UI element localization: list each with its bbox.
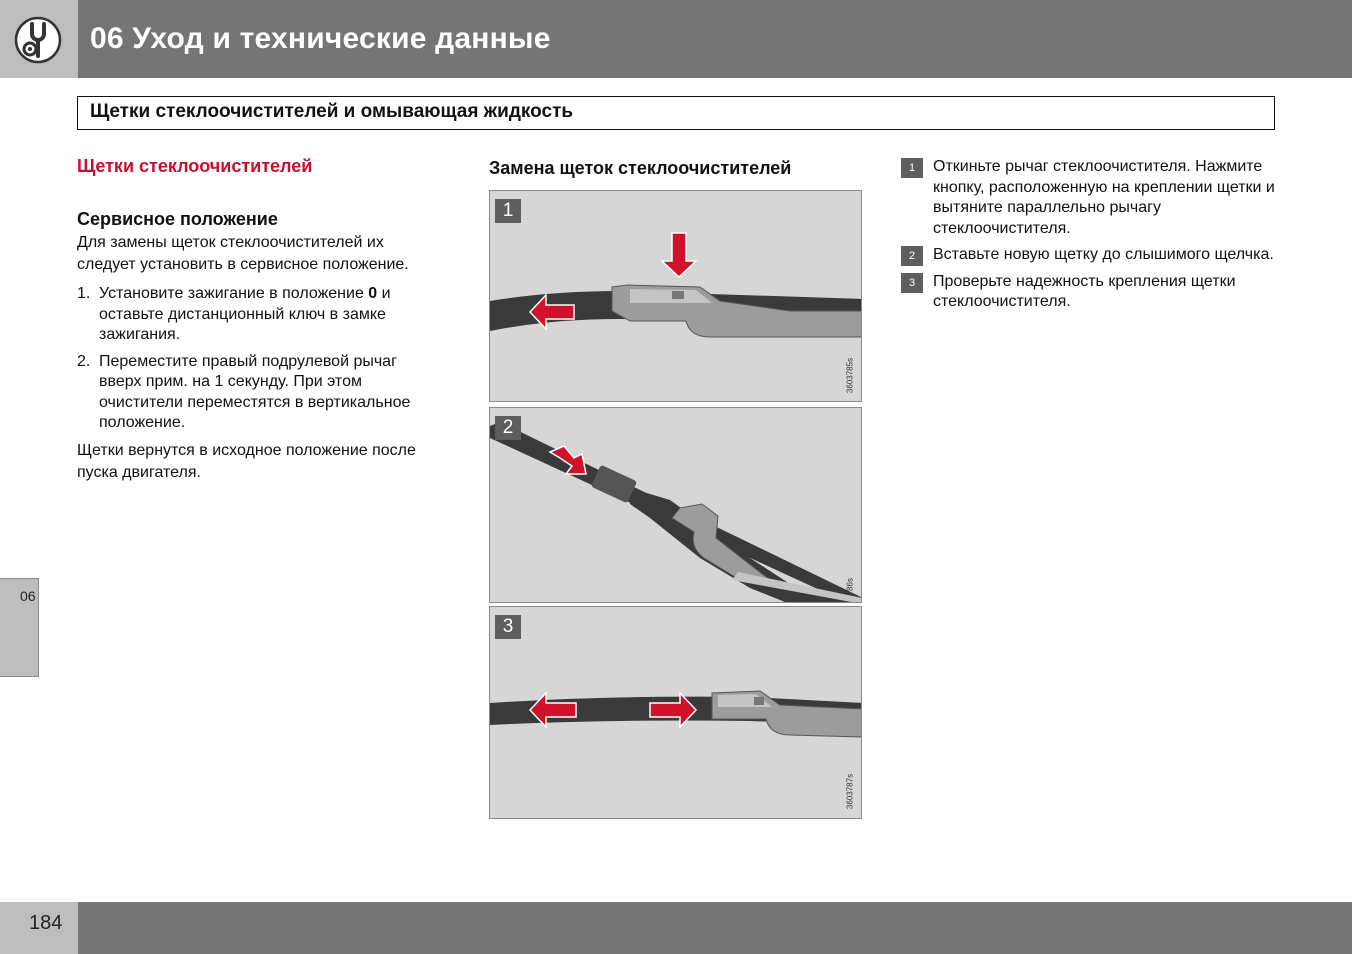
list-item [77, 284, 442, 346]
step-text: Переместите правый подрулевой рычаг вверх прим. на 1 секунду. При этом очистители переместятся в вертикальное положение. [99, 352, 411, 431]
step-text: Откиньте рычаг стеклоочистителя. Нажмите кнопку, расположенную на креплении щетки и вытяните параллельно рычагу стеклоочистителя. [933, 158, 1275, 237]
wiper-blades-heading: Щетки стеклоочистителей [77, 156, 313, 176]
figure-1-illustration [489, 190, 862, 402]
chapter-title: 06 Уход и технические данные [90, 22, 551, 55]
replace-blades-heading: Замена щеток стеклоочистителей [489, 158, 792, 178]
step-text: Проверьте надежность крепления щетки стеклоочистителя. [933, 272, 1236, 310]
wiper-removal-drawing [490, 191, 862, 402]
figure-2-illustration [489, 407, 862, 603]
figure-3-illustration [489, 606, 862, 819]
service-position-note: Щетки вернутся в исходное положение после пуска двигателя. [77, 441, 416, 481]
figure-code: 86s [845, 578, 855, 591]
list-item [901, 272, 1281, 313]
step-text-after: и оставьте дистанционный ключ в замке зажигания. [99, 285, 391, 343]
step-number: 2. [77, 352, 91, 370]
step-text-before: Установите зажигание в положение [99, 285, 369, 302]
wiper-check-drawing [490, 607, 862, 819]
figure-code: 3603785s [845, 357, 855, 394]
step-bold-value: 0 [368, 285, 378, 302]
wrench-gear-icon [14, 16, 64, 64]
figure-badge: 2 [495, 416, 521, 440]
replacement-steps-column [901, 157, 1281, 319]
step-number: 1. [77, 285, 91, 302]
list-item [901, 157, 1281, 239]
step-text: Вставьте новую щетку до слышимого щелчка. [933, 246, 1274, 263]
wiper-insert-drawing [490, 408, 862, 603]
figure-badge: 1 [495, 199, 521, 223]
arrow-down-icon [662, 233, 696, 277]
service-position-heading: Сервисное положение [77, 209, 278, 229]
chapter-side-tab [0, 578, 39, 677]
section-title: Щетки стеклоочистителей и омывающая жидкость [90, 101, 574, 122]
list-item [901, 245, 1281, 266]
section-title-box [77, 96, 1275, 130]
step-badge: 1 [901, 158, 923, 178]
step-badge: 2 [901, 246, 923, 266]
service-position-column [77, 156, 442, 484]
figure-code: 3603787s [845, 773, 855, 810]
side-tab-label: 06 [20, 588, 36, 604]
figure-badge: 3 [495, 615, 521, 639]
footer-bar [0, 902, 1352, 954]
list-item [77, 352, 442, 434]
service-steps-list [77, 284, 442, 434]
header-logo-box [0, 0, 78, 78]
step-badge: 3 [901, 273, 923, 293]
page-number: 184 [29, 912, 63, 934]
service-position-intro: Для замены щеток стеклоочистителей их следует установить в сервисное положение. [77, 234, 409, 273]
